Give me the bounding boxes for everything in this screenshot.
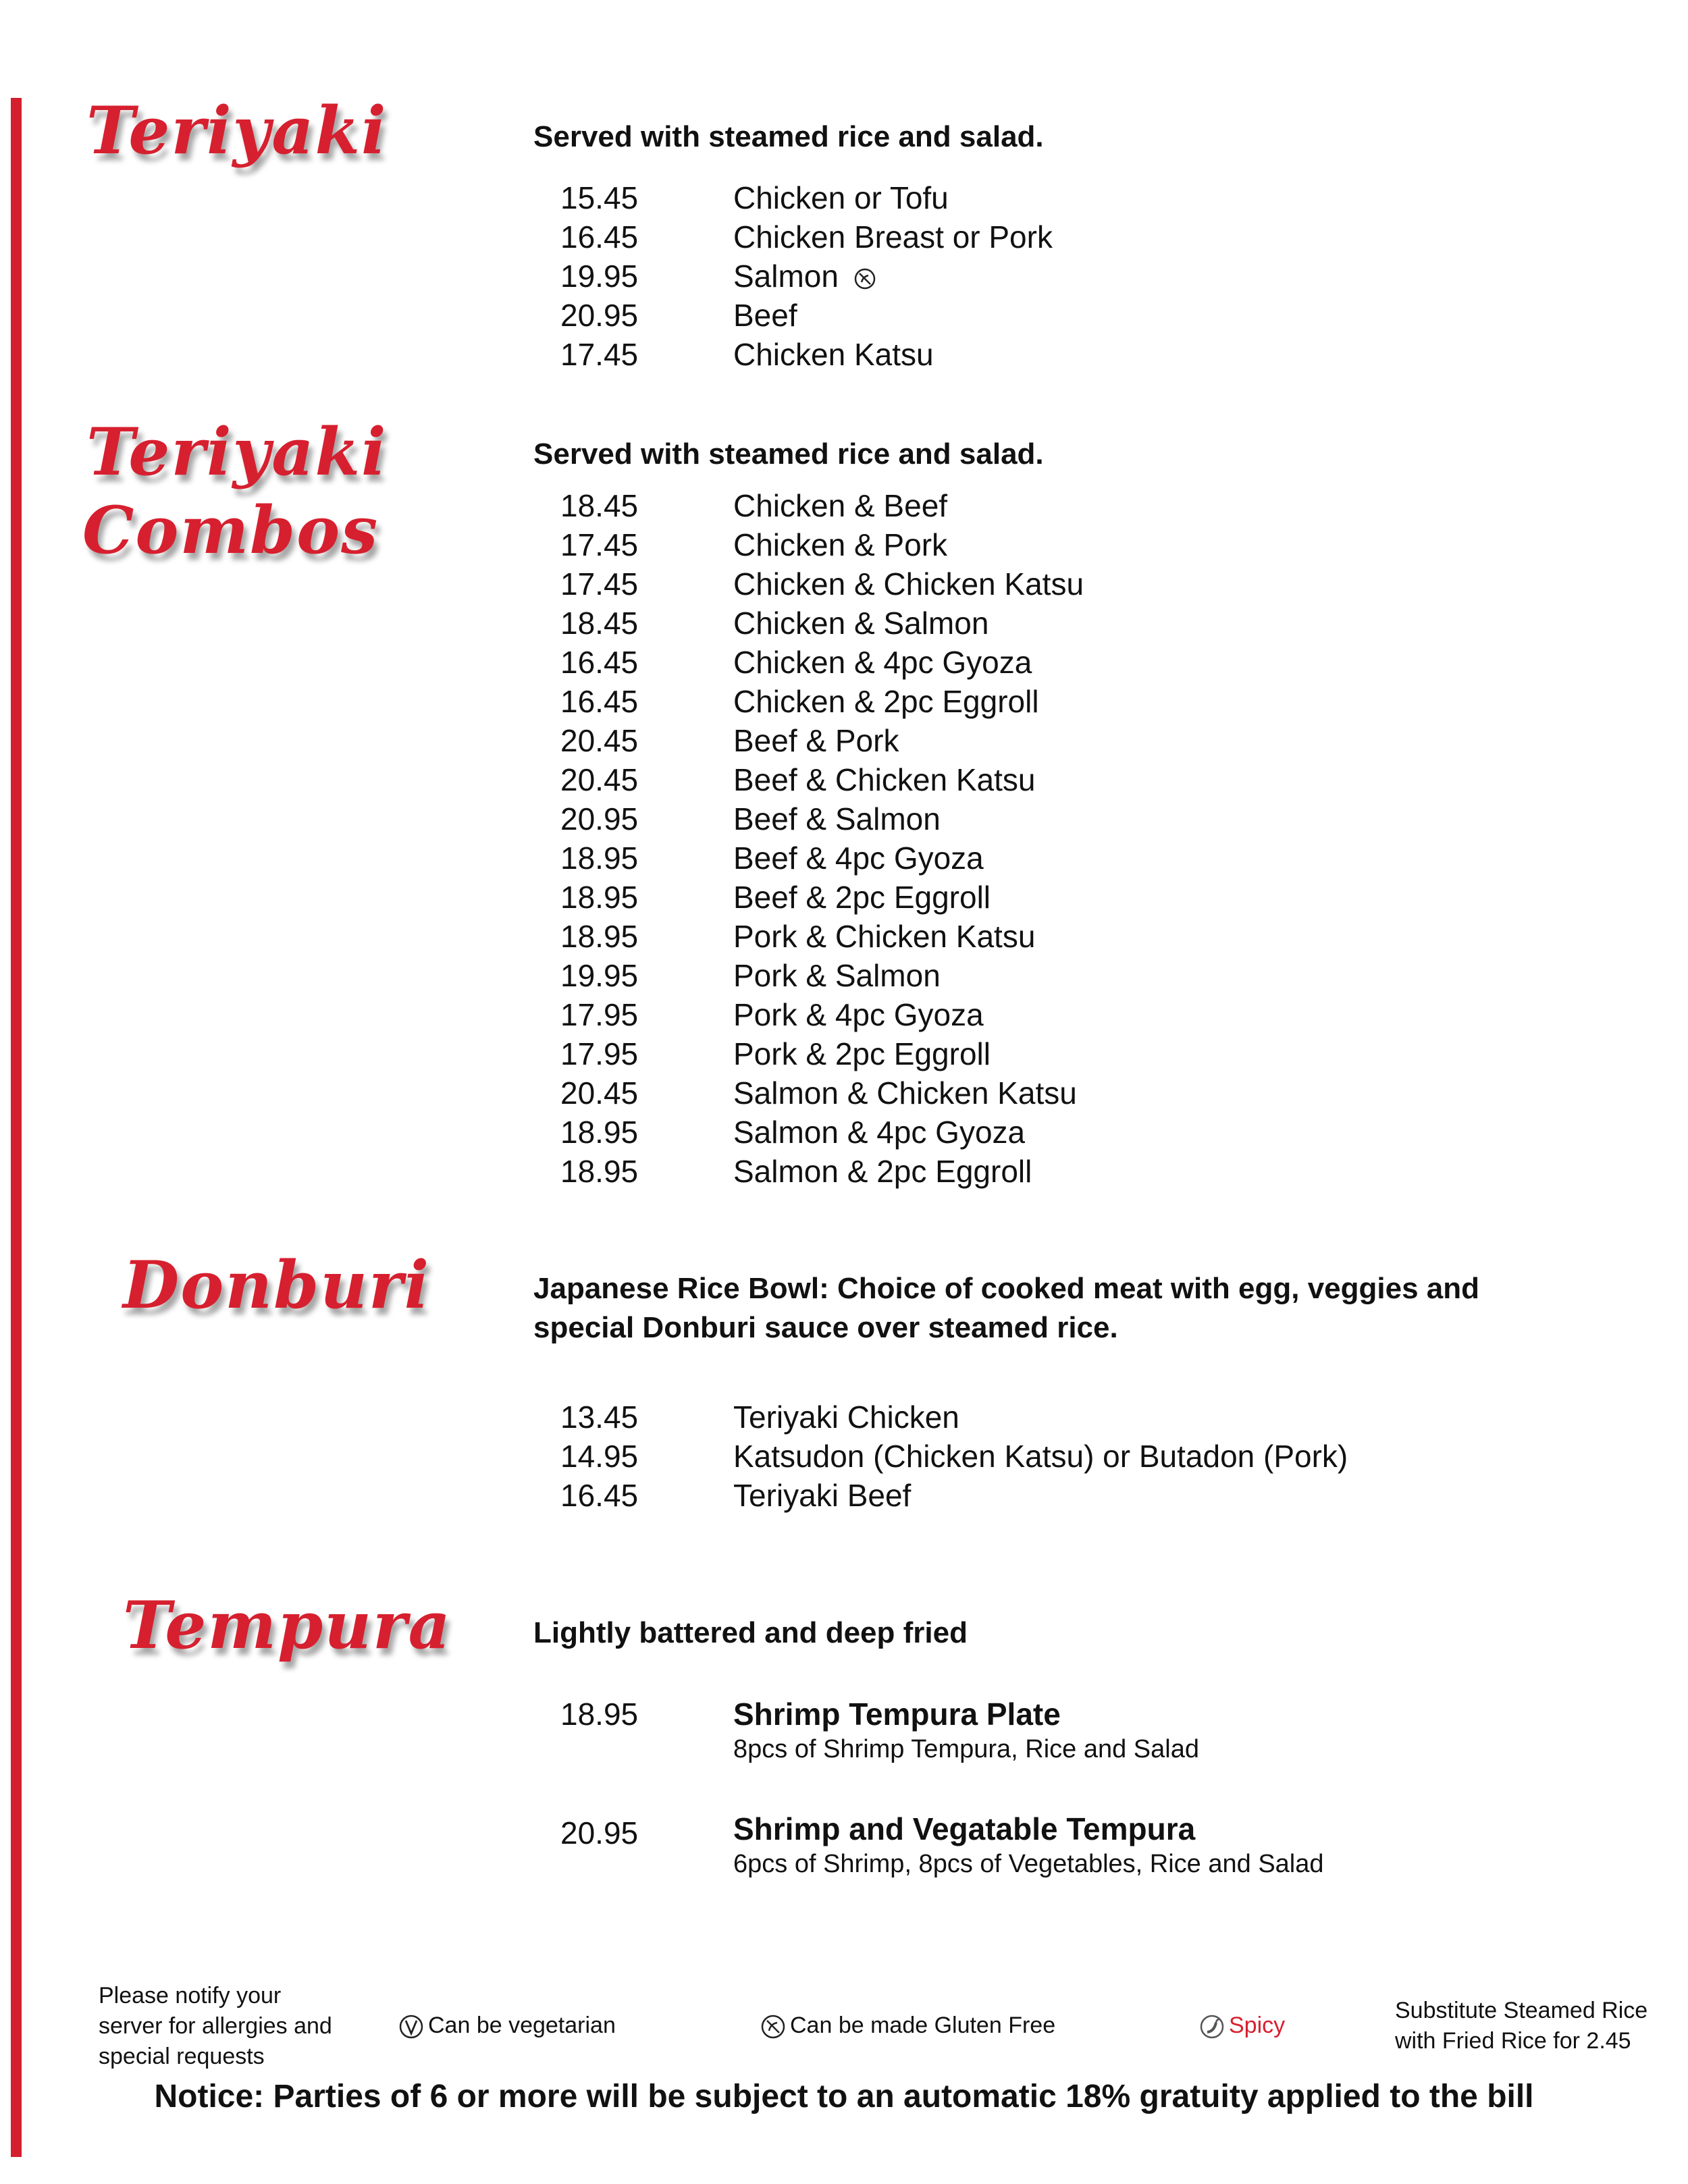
item-price: 20.45 — [560, 723, 639, 758]
legend-label: Spicy — [1229, 2013, 1286, 2038]
item-name: Katsudon (Chicken Katsu) or Butadon (Pork) — [733, 1439, 1348, 1474]
menu-item — [560, 1152, 1084, 1191]
item-name: Chicken & Pork — [733, 527, 948, 562]
item-name: Beef & Salmon — [733, 801, 941, 836]
item-price: 16.45 — [560, 645, 639, 680]
menu-item — [560, 956, 1084, 995]
menu-item — [560, 1113, 1084, 1152]
menu-item — [560, 643, 1084, 682]
item-price: 18.95 — [560, 1697, 639, 1732]
allergy-note-line: special requests — [99, 2044, 265, 2069]
item-detail: 8pcs of Shrimp Tempura, Rice and Salad — [733, 1735, 1199, 1763]
menu-item — [560, 838, 1084, 878]
legend-label: Can be made Gluten Free — [790, 2013, 1056, 2038]
item-price: 18.95 — [560, 1154, 639, 1189]
substitute-note — [1395, 1996, 1647, 2056]
spicy-pepper-icon — [1199, 2014, 1225, 2040]
menu-list-combos — [560, 486, 1084, 1191]
item-price: 18.95 — [560, 880, 639, 915]
item-price: 14.95 — [560, 1439, 639, 1474]
item-name: Chicken & 2pc Eggroll — [733, 684, 1039, 719]
item-name: Pork & Chicken Katsu — [733, 919, 1036, 954]
section-description-combos: Served with steamed rice and salad. — [533, 437, 1044, 471]
item-price: 18.95 — [560, 919, 639, 954]
item-name: Salmon & 2pc Eggroll — [733, 1154, 1032, 1189]
menu-item — [560, 257, 1053, 296]
menu-item — [560, 1034, 1084, 1073]
item-price: 17.45 — [560, 566, 639, 602]
item-price: 20.95 — [560, 298, 639, 333]
allergy-note-line: server for allergies and — [99, 2013, 332, 2039]
item-name: Pork & 4pc Gyoza — [733, 997, 984, 1032]
item-detail: 6pcs of Shrimp, 8pcs of Vegetables, Rice and Salad — [733, 1850, 1324, 1878]
side-accent-bar — [11, 98, 22, 2157]
item-price: 19.95 — [560, 259, 639, 294]
item-name: Chicken Katsu — [733, 337, 934, 372]
item-name: Chicken & 4pc Gyoza — [733, 645, 1032, 680]
item-price: 20.95 — [560, 801, 639, 836]
section-description-donburi-line1: Japanese Rice Bowl: Choice of cooked meat with egg, veggies and — [533, 1272, 1480, 1305]
item-name: Teriyaki Chicken — [733, 1400, 959, 1435]
menu-item — [560, 878, 1084, 917]
gratuity-notice: Notice: Parties of 6 or more will be subject to an automatic 18% gratuity applied to the bill — [154, 2079, 1534, 2114]
item-price: 15.45 — [560, 180, 639, 215]
item-name: Salmon — [733, 259, 839, 294]
menu-item — [560, 217, 1053, 257]
section-description-donburi-line2: special Donburi sauce over steamed rice. — [533, 1311, 1118, 1344]
menu-item — [560, 486, 1084, 525]
substitute-note-line: with Fried Rice for 2.45 — [1395, 2028, 1631, 2054]
gluten-free-icon — [760, 2014, 786, 2040]
item-price: 17.95 — [560, 997, 639, 1032]
section-title-combos-line2: Combos — [82, 492, 379, 568]
menu-item — [560, 1397, 1348, 1437]
item-price: 20.95 — [560, 1815, 639, 1850]
item-name: Chicken & Beef — [733, 488, 948, 523]
item-name: Beef & 4pc Gyoza — [733, 841, 984, 876]
item-price: 18.45 — [560, 606, 639, 641]
item-name: Beef — [733, 298, 797, 333]
item-price: 17.95 — [560, 1036, 639, 1071]
item-price: 16.45 — [560, 1478, 639, 1513]
item-name: Salmon & 4pc Gyoza — [733, 1115, 1026, 1150]
menu-item — [560, 1073, 1084, 1113]
menu-item — [560, 604, 1084, 643]
item-name: Beef & 2pc Eggroll — [733, 880, 991, 915]
item-price: 16.45 — [560, 219, 639, 255]
menu-item — [560, 296, 1053, 335]
allergy-note-line: Please notify your — [99, 1983, 282, 2008]
menu-item — [560, 1437, 1348, 1476]
item-price: 20.45 — [560, 1075, 639, 1111]
item-price: 19.95 — [560, 958, 639, 993]
menu-item — [560, 564, 1084, 604]
item-name: Chicken or Tofu — [733, 180, 949, 215]
menu-item — [560, 799, 1084, 838]
menu-list-teriyaki — [560, 178, 1053, 374]
gluten-free-icon — [853, 267, 876, 290]
section-title-teriyaki: Teriyaki — [86, 92, 388, 169]
item-price: 17.45 — [560, 337, 639, 372]
substitute-note-line: Substitute Steamed Rice — [1395, 1998, 1648, 2023]
menu-item — [560, 1476, 1348, 1515]
item-name: Chicken Breast or Pork — [733, 219, 1053, 255]
allergy-note — [99, 1981, 332, 2072]
item-name: Teriyaki Beef — [733, 1478, 912, 1513]
menu-item — [560, 995, 1084, 1034]
item-name: Chicken & Salmon — [733, 606, 989, 641]
item-name: Pork & 2pc Eggroll — [733, 1036, 991, 1071]
menu-item — [560, 335, 1053, 374]
item-price: 18.95 — [560, 1115, 639, 1150]
item-price: 17.45 — [560, 527, 639, 562]
menu-item — [560, 178, 1053, 217]
menu-item — [560, 721, 1084, 760]
menu-item — [560, 525, 1084, 564]
item-name: Shrimp Tempura Plate — [733, 1697, 1061, 1732]
item-price: 20.45 — [560, 762, 639, 797]
item-name: Salmon & Chicken Katsu — [733, 1075, 1077, 1111]
menu-item — [560, 682, 1084, 721]
item-price: 18.45 — [560, 488, 639, 523]
section-title-tempura: Tempura — [123, 1587, 452, 1663]
section-title-donburi: Donburi — [123, 1247, 431, 1323]
section-description-teriyaki: Served with steamed rice and salad. — [533, 120, 1044, 153]
item-price: 18.95 — [560, 841, 639, 876]
legend-label: Can be vegetarian — [428, 2013, 616, 2038]
menu-item — [560, 760, 1084, 799]
item-price: 16.45 — [560, 684, 639, 719]
item-name: Beef & Pork — [733, 723, 899, 758]
menu-list-donburi — [560, 1397, 1348, 1515]
vegetarian-icon — [398, 2014, 424, 2040]
legend-spicy — [1199, 2010, 1285, 2041]
menu-item — [560, 917, 1084, 956]
section-title-combos-line1: Teriyaki — [86, 414, 388, 490]
section-description-tempura: Lightly battered and deep fried — [533, 1616, 968, 1649]
legend-gluten-free — [760, 2010, 1055, 2041]
item-name: Beef & Chicken Katsu — [733, 762, 1036, 797]
item-price: 13.45 — [560, 1400, 639, 1435]
legend-vegetarian — [398, 2010, 616, 2041]
item-name: Shrimp and Vegatable Tempura — [733, 1811, 1196, 1846]
item-name: Chicken & Chicken Katsu — [733, 566, 1084, 602]
item-name: Pork & Salmon — [733, 958, 941, 993]
